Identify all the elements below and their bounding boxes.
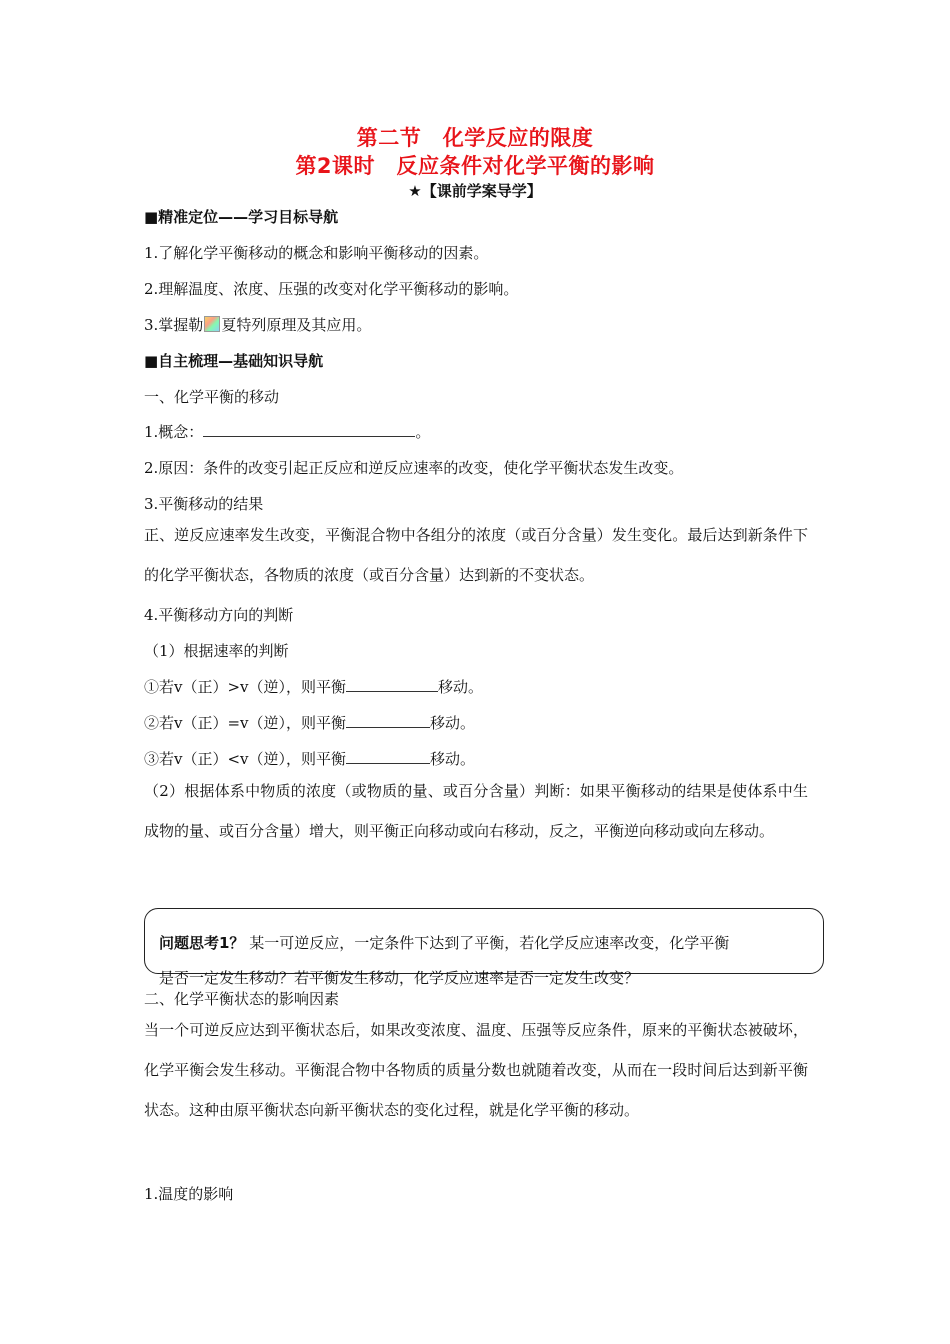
question-text: 某一可逆反应，一定条件下达到了平衡，若化学反应速率改变，化学平衡 — [249, 934, 730, 952]
reason-line: 2.原因：条件的改变引起正反应和逆反应速率的改变，使化学平衡状态发生改变。 — [144, 459, 684, 477]
result-paragraph: 正、逆反应速率发生改变，平衡混合物中各组分的浓度（或百分含量）发生变化。最后达到新条件下的化学平衡状态，各物质的浓度（或百分含量）达到新的不变状态。 — [144, 526, 808, 584]
objective-1: 1.了解化学平衡移动的概念和影响平衡移动的因素。 — [144, 244, 489, 262]
concept-line — [144, 421, 430, 442]
objectives-heading: ■精准定位——学习目标导航 — [144, 208, 339, 226]
lesson-title: 第二节 化学反应的限度 — [356, 126, 594, 150]
image-icon — [204, 316, 220, 332]
judge-title: 4.平衡移动方向的判断 — [144, 606, 294, 624]
case-1 — [144, 676, 483, 697]
part2-title: 二、化学平衡状态的影响因素 — [144, 990, 340, 1008]
case-1-text: ①若v（正）>v（逆），则平衡 — [144, 678, 347, 696]
judge-sub1: （1）根据速率的判断 — [144, 642, 289, 660]
knowledge-heading: ■自主梳理—基础知识导航 — [144, 352, 324, 370]
case-3 — [144, 748, 475, 769]
concept-label: 1.概念： — [144, 423, 204, 441]
section-banner: ★【课前学案导学】 — [408, 182, 542, 200]
concept-blank[interactable] — [203, 424, 415, 437]
temperature-title: 1.温度的影响 — [144, 1185, 234, 1203]
objective-3-part-b: 夏特列原理及其应用。 — [221, 316, 372, 334]
case-1-blank[interactable] — [346, 679, 438, 692]
question-label: 问题思考1？ — [159, 934, 245, 952]
case-1-end: 移动。 — [438, 678, 484, 696]
case-3-end: 移动。 — [430, 750, 476, 768]
lesson-subtitle: 第2课时 反应条件对化学平衡的影响 — [295, 154, 655, 178]
part1-title: 一、化学平衡的移动 — [144, 388, 280, 406]
question-line-2: 是否一定发生移动？若平衡发生移动，化学反应速率是否一定发生改变？ — [159, 969, 640, 987]
case-3-text: ③若v（正）<v（逆），则平衡 — [144, 750, 347, 768]
part2-paragraph: 当一个可逆反应达到平衡状态后，如果改变浓度、温度、压强等反应条件，原来的平衡状态被破坏，化学平衡会发生移动。平衡混合物中各物质的质量分数也就随着改变，从而在一段时间后达到新平衡状态。这种由原平衡状态向新平衡状态的变化过程，就是化学平衡的移动。 — [144, 1021, 808, 1119]
question-line-1 — [159, 932, 729, 953]
objective-3-part-a: 3.掌握勒 — [144, 316, 204, 334]
judge-sub2-paragraph: （2）根据体系中物质的浓度（或物质的量、或百分含量）判断：如果平衡移动的结果是使体系中生成物的量、或百分含量）增大，则平衡正向移动或向右移动，反之，平衡逆向移动或向左移动。 — [144, 782, 808, 840]
case-2-blank[interactable] — [346, 715, 430, 728]
objective-2: 2.理解温度、浓度、压强的改变对化学平衡移动的影响。 — [144, 280, 519, 298]
case-2-text: ②若v（正）=v（逆），则平衡 — [144, 714, 347, 732]
result-title: 3.平衡移动的结果 — [144, 495, 264, 513]
objective-3 — [144, 314, 371, 335]
case-2-end: 移动。 — [430, 714, 476, 732]
concept-end: 。 — [415, 423, 431, 441]
case-2 — [144, 712, 475, 733]
case-3-blank[interactable] — [346, 751, 430, 764]
